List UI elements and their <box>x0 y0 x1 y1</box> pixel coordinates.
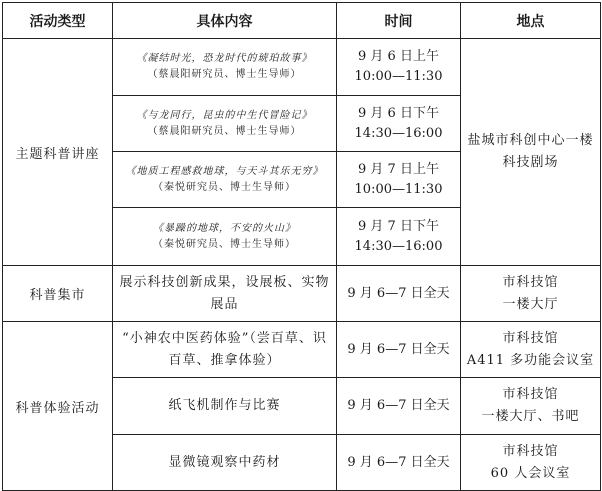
experience-content: “小神农中医药体验”（尝百草、识百草、推拿体验） <box>113 322 337 378</box>
lecture-title: 《与龙同行，昆虫的中生代冒险记》 <box>136 109 313 121</box>
lecture-cell <box>113 152 337 208</box>
table-row <box>3 322 601 378</box>
time-date: 9 月 7 日下午 <box>358 218 439 234</box>
lecture-time <box>337 96 461 152</box>
header-content: 具体内容 <box>113 3 337 39</box>
lecture-cell <box>113 96 337 152</box>
lecture-title: 《地质工程感救地球，与天斗其乐无穷》 <box>125 165 324 177</box>
location-line: 一楼大厅、书吧 <box>481 409 580 424</box>
experience-location <box>461 378 601 435</box>
market-content: 展示科技创新成果，设展板、实物展品 <box>113 266 337 322</box>
location-line: 一楼大厅 <box>502 296 559 312</box>
location-line: 市科技馆 <box>502 330 559 346</box>
lecture-title: 《凝结时光，恐龙时代的琥珀故事》 <box>136 53 313 64</box>
market-location <box>461 266 601 322</box>
lecture-speaker: （蔡晨阳研究员、博士生导师） <box>147 69 302 80</box>
lecture-speaker: （秦悦研究员、博士生导师） <box>153 181 296 193</box>
category-market: 科普集市 <box>3 266 113 322</box>
experience-time: 9 月 6—7 日全天 <box>337 435 461 491</box>
experience-time: 9 月 6—7 日全天 <box>337 322 461 378</box>
experience-location <box>461 322 601 378</box>
location-line: 市科技馆 <box>502 274 559 290</box>
lecture-speaker: （蔡晨阳研究员、博士生导师） <box>147 125 302 137</box>
category-lectures: 主题科普讲座 <box>3 39 113 266</box>
market-time: 9 月 6—7 日全天 <box>337 266 461 322</box>
header-time: 时间 <box>337 3 461 39</box>
header-location: 地点 <box>461 3 601 39</box>
time-date: 9 月 6 日上午 <box>358 49 439 64</box>
table-row <box>3 39 601 96</box>
time-hours: 10:00—11:30 <box>354 181 443 197</box>
header-row <box>3 3 601 39</box>
time-date: 9 月 7 日上午 <box>358 161 439 177</box>
lecture-title: 《暴躁的地球，不安的火山》 <box>153 222 296 234</box>
experience-time: 9 月 6—7 日全天 <box>337 378 461 435</box>
experience-location <box>461 435 601 491</box>
lecture-time <box>337 39 461 96</box>
experience-content: 纸飞机制作与比赛 <box>113 378 337 435</box>
lecture-location: 盐城市科创中心一楼科技剧场 <box>461 39 601 266</box>
lecture-time <box>337 208 461 266</box>
experience-content: 显微镜观察中药材 <box>113 435 337 491</box>
lecture-time <box>337 152 461 208</box>
activity-schedule-table <box>2 2 601 491</box>
location-line: 市科技馆 <box>502 387 559 402</box>
header-type: 活动类型 <box>3 3 113 39</box>
table-row <box>3 266 601 322</box>
location-line: A411 多功能会议室 <box>466 352 595 368</box>
lecture-cell <box>113 39 337 96</box>
lecture-speaker: （秦悦研究员、博士生导师） <box>153 238 296 250</box>
time-hours: 14:30—16:00 <box>354 238 443 254</box>
location-line: 60 人会议室 <box>490 465 571 481</box>
time-hours: 14:30—16:00 <box>354 125 443 141</box>
lecture-cell <box>113 208 337 266</box>
location-line: 市科技馆 <box>502 443 559 459</box>
category-experience: 科普体验活动 <box>3 322 113 491</box>
time-hours: 10:00—11:30 <box>354 69 443 84</box>
time-date: 9 月 6 日下午 <box>358 105 439 121</box>
